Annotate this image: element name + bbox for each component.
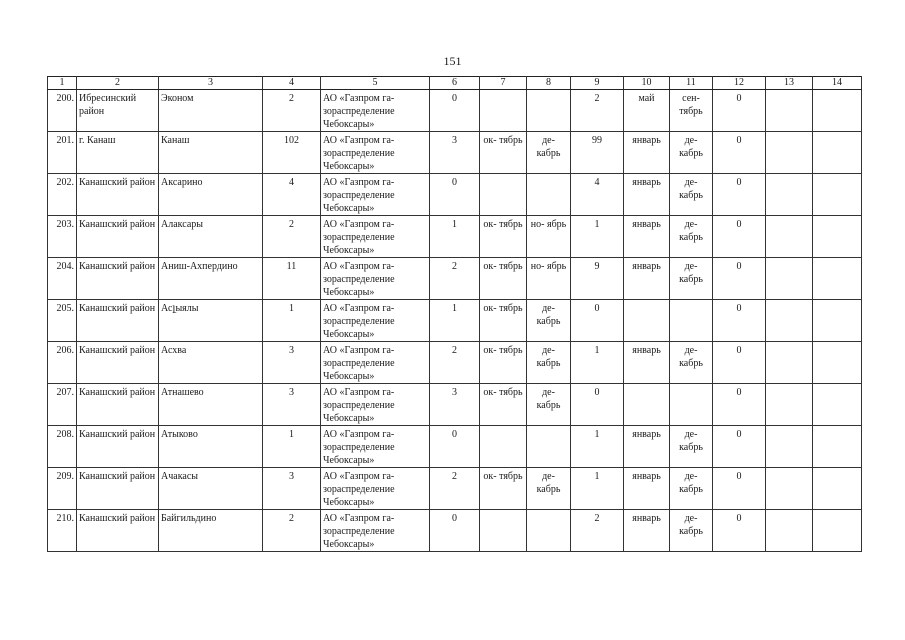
cell-count: 11: [263, 258, 321, 300]
cell-start-month: [480, 510, 527, 552]
cell-quantity: 3: [430, 132, 480, 174]
cell-settlement: Эконом: [159, 90, 263, 132]
cell-end-month: [527, 90, 571, 132]
cell-count: 2: [263, 510, 321, 552]
cell-district: Канашский район: [77, 300, 159, 342]
cell-district: Канашский район: [77, 216, 159, 258]
cell-value-14: [813, 342, 862, 384]
cell-quantity-2: 2: [571, 510, 624, 552]
header-cell: 4: [263, 77, 321, 90]
table-row: [48, 174, 862, 216]
cell-value-12: 0: [713, 300, 766, 342]
cell-value-13: [766, 174, 813, 216]
cell-value-12: 0: [713, 132, 766, 174]
cell-organization: АО «Газпром га- зораспределение Чебоксары»: [321, 258, 430, 300]
cell-quantity-2: 0: [571, 384, 624, 426]
cell-row-number: 205.: [48, 300, 77, 342]
cell-value-13: [766, 342, 813, 384]
cell-value-14: [813, 174, 862, 216]
cell-count: 1: [263, 300, 321, 342]
cell-settlement: Байгильдино: [159, 510, 263, 552]
cell-end-month: де- кабрь: [527, 342, 571, 384]
cell-value-13: [766, 90, 813, 132]
cell-value-12: 0: [713, 258, 766, 300]
cell-district: Канашский район: [77, 174, 159, 216]
cell-quantity-2: 1: [571, 468, 624, 510]
cell-count: 3: [263, 384, 321, 426]
cell-start-month-2: январь: [624, 468, 670, 510]
cell-start-month: ок- тябрь: [480, 258, 527, 300]
cell-value-14: [813, 384, 862, 426]
cell-quantity: 2: [430, 258, 480, 300]
cell-start-month-2: январь: [624, 426, 670, 468]
cell-row-number: 201.: [48, 132, 77, 174]
cell-end-month: но- ябрь: [527, 216, 571, 258]
cell-quantity-2: 99: [571, 132, 624, 174]
cell-quantity-2: 0: [571, 300, 624, 342]
cell-quantity: 0: [430, 174, 480, 216]
cell-count: 3: [263, 342, 321, 384]
cell-organization: АО «Газпром га- зораспределение Чебоксары»: [321, 384, 430, 426]
cell-district: Канашский район: [77, 342, 159, 384]
cell-count: 102: [263, 132, 321, 174]
cell-start-month: ок- тябрь: [480, 342, 527, 384]
cell-value-12: 0: [713, 216, 766, 258]
cell-value-14: [813, 468, 862, 510]
table-row: [48, 90, 862, 132]
cell-district: Ибресинский район: [77, 90, 159, 132]
cell-end-month-2: [670, 384, 713, 426]
cell-end-month: [527, 174, 571, 216]
cell-quantity: 0: [430, 426, 480, 468]
cell-quantity-2: 2: [571, 90, 624, 132]
cell-end-month-2: де- кабрь: [670, 174, 713, 216]
cell-row-number: 204.: [48, 258, 77, 300]
cell-count: 2: [263, 90, 321, 132]
cell-count: 3: [263, 468, 321, 510]
table-row: [48, 300, 862, 342]
cell-district: г. Канаш: [77, 132, 159, 174]
header-cell: 2: [77, 77, 159, 90]
cell-row-number: 210.: [48, 510, 77, 552]
header-cell: 7: [480, 77, 527, 90]
cell-value-12: 0: [713, 510, 766, 552]
header-cell: 5: [321, 77, 430, 90]
cell-end-month: де- кабрь: [527, 300, 571, 342]
cell-district: Канашский район: [77, 258, 159, 300]
table-row: [48, 342, 862, 384]
cell-value-13: [766, 132, 813, 174]
cell-start-month: ок- тябрь: [480, 132, 527, 174]
cell-start-month-2: январь: [624, 510, 670, 552]
cell-row-number: 207.: [48, 384, 77, 426]
cell-value-12: 0: [713, 174, 766, 216]
cell-quantity: 2: [430, 468, 480, 510]
cell-end-month: [527, 510, 571, 552]
data-table: [47, 76, 862, 552]
cell-start-month-2: [624, 384, 670, 426]
cell-end-month-2: де- кабрь: [670, 216, 713, 258]
cell-value-14: [813, 510, 862, 552]
cell-settlement: Асլыялы: [159, 300, 263, 342]
cell-value-13: [766, 426, 813, 468]
cell-value-14: [813, 90, 862, 132]
cell-start-month-2: январь: [624, 258, 670, 300]
cell-settlement: Аниш-Ахпердино: [159, 258, 263, 300]
cell-end-month: де- кабрь: [527, 384, 571, 426]
cell-quantity: 0: [430, 90, 480, 132]
cell-quantity: 3: [430, 384, 480, 426]
cell-end-month: де- кабрь: [527, 468, 571, 510]
table-row: [48, 468, 862, 510]
header-row: [48, 77, 862, 90]
cell-value-14: [813, 216, 862, 258]
table-row: [48, 258, 862, 300]
cell-quantity-2: 9: [571, 258, 624, 300]
cell-quantity-2: 1: [571, 216, 624, 258]
cell-start-month: [480, 426, 527, 468]
cell-row-number: 200.: [48, 90, 77, 132]
table-row: [48, 426, 862, 468]
cell-start-month: [480, 174, 527, 216]
header-cell: 12: [713, 77, 766, 90]
cell-row-number: 208.: [48, 426, 77, 468]
cell-start-month: ок- тябрь: [480, 384, 527, 426]
cell-organization: АО «Газпром га- зораспределение Чебоксары»: [321, 468, 430, 510]
header-cell: 9: [571, 77, 624, 90]
cell-row-number: 206.: [48, 342, 77, 384]
cell-end-month-2: де- кабрь: [670, 468, 713, 510]
cell-organization: АО «Газпром га- зораспределение Чебоксары»: [321, 426, 430, 468]
cell-value-14: [813, 426, 862, 468]
cell-value-12: 0: [713, 342, 766, 384]
cell-end-month: [527, 426, 571, 468]
cell-start-month: ок- тябрь: [480, 300, 527, 342]
cell-start-month-2: январь: [624, 174, 670, 216]
cell-organization: АО «Газпром га- зораспределение Чебоксары»: [321, 342, 430, 384]
cell-value-12: 0: [713, 468, 766, 510]
cell-organization: АО «Газпром га- зораспределение Чебоксары»: [321, 300, 430, 342]
cell-organization: АО «Газпром га- зораспределение Чебоксары»: [321, 510, 430, 552]
cell-value-14: [813, 258, 862, 300]
cell-quantity: 0: [430, 510, 480, 552]
page-number: 151: [443, 54, 462, 68]
table-row: [48, 132, 862, 174]
cell-district: Канашский район: [77, 384, 159, 426]
cell-row-number: 203.: [48, 216, 77, 258]
header-cell: 3: [159, 77, 263, 90]
table-row: [48, 510, 862, 552]
cell-start-month-2: январь: [624, 216, 670, 258]
cell-row-number: 209.: [48, 468, 77, 510]
table-row: [48, 216, 862, 258]
cell-end-month-2: де- кабрь: [670, 426, 713, 468]
header-cell: 6: [430, 77, 480, 90]
cell-quantity: 1: [430, 216, 480, 258]
cell-end-month-2: де- кабрь: [670, 258, 713, 300]
cell-settlement: Атыково: [159, 426, 263, 468]
cell-value-13: [766, 510, 813, 552]
cell-start-month-2: январь: [624, 132, 670, 174]
cell-value-14: [813, 132, 862, 174]
cell-quantity-2: 1: [571, 426, 624, 468]
header-cell: 1: [48, 77, 77, 90]
cell-count: 1: [263, 426, 321, 468]
cell-organization: АО «Газпром га- зораспределение Чебоксары»: [321, 174, 430, 216]
cell-start-month-2: май: [624, 90, 670, 132]
cell-quantity-2: 1: [571, 342, 624, 384]
cell-count: 4: [263, 174, 321, 216]
cell-count: 2: [263, 216, 321, 258]
cell-value-13: [766, 384, 813, 426]
header-cell: 13: [766, 77, 813, 90]
cell-end-month-2: де- кабрь: [670, 510, 713, 552]
cell-start-month-2: январь: [624, 342, 670, 384]
cell-start-month: [480, 90, 527, 132]
cell-quantity: 2: [430, 342, 480, 384]
cell-settlement: Ачакасы: [159, 468, 263, 510]
cell-end-month: но- ябрь: [527, 258, 571, 300]
cell-value-13: [766, 300, 813, 342]
cell-end-month: де- кабрь: [527, 132, 571, 174]
cell-settlement: Асхва: [159, 342, 263, 384]
cell-settlement: Канаш: [159, 132, 263, 174]
cell-value-13: [766, 258, 813, 300]
cell-value-13: [766, 216, 813, 258]
cell-organization: АО «Газпром га- зораспределение Чебоксары»: [321, 216, 430, 258]
header-cell: 10: [624, 77, 670, 90]
cell-value-12: 0: [713, 90, 766, 132]
cell-value-12: 0: [713, 384, 766, 426]
cell-end-month-2: де- кабрь: [670, 132, 713, 174]
cell-end-month-2: сен- тябрь: [670, 90, 713, 132]
cell-settlement: Алаксары: [159, 216, 263, 258]
table-row: [48, 384, 862, 426]
cell-end-month-2: де- кабрь: [670, 342, 713, 384]
cell-quantity: 1: [430, 300, 480, 342]
cell-start-month: ок- тябрь: [480, 216, 527, 258]
cell-start-month-2: [624, 300, 670, 342]
header-cell: 14: [813, 77, 862, 90]
cell-quantity-2: 4: [571, 174, 624, 216]
cell-value-12: 0: [713, 426, 766, 468]
cell-district: Канашский район: [77, 468, 159, 510]
cell-organization: АО «Газпром га- зораспределение Чебоксары»: [321, 132, 430, 174]
cell-organization: АО «Газпром га- зораспределение Чебоксары»: [321, 90, 430, 132]
cell-value-13: [766, 468, 813, 510]
cell-value-14: [813, 300, 862, 342]
cell-end-month-2: [670, 300, 713, 342]
cell-settlement: Аксарино: [159, 174, 263, 216]
cell-settlement: Атнашево: [159, 384, 263, 426]
cell-district: Канашский район: [77, 426, 159, 468]
cell-start-month: ок- тябрь: [480, 468, 527, 510]
header-cell: 8: [527, 77, 571, 90]
header-cell: 11: [670, 77, 713, 90]
cell-district: Канашский район: [77, 510, 159, 552]
cell-row-number: 202.: [48, 174, 77, 216]
